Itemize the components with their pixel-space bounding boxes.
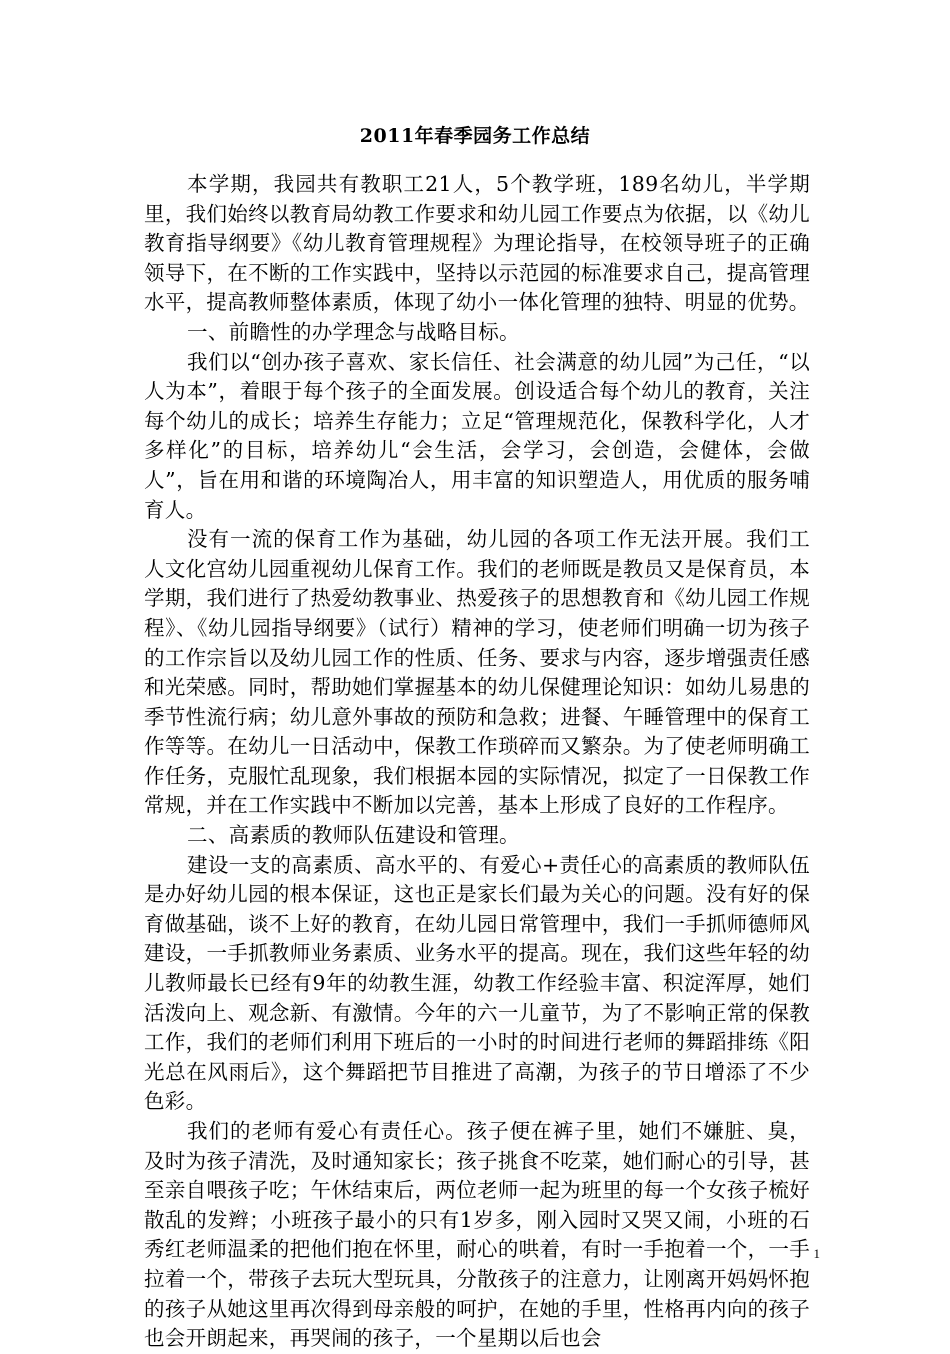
document-body bbox=[144, 170, 810, 1354]
paragraph: 建设一支的高素质、高水平的、有爱心+责任心的高素质的教师队伍是办好幼儿园的根本保证，这也正是家长们最为关心的问题。没有好的保育做基础，谈不上好的教育，在幼儿园日常管理中，我们一手抓师德师风建设，一手抓教师业务素质、业务水平的提高。现在，我们这些年轻的幼儿教师最长已经有9年的幼教生涯，幼教工作经验丰富、积淀浑厚，她们活泼向上、观念新、有激情。今年的六一儿童节，为了不影响正常的保教工作，我们的老师们利用下班后的一小时的时间进行老师的舞蹈排练《阳光总在风雨后》，这个舞蹈把节目推进了高潮，为孩子的节日增添了不少色彩。 bbox=[144, 852, 810, 1114]
section-heading-1: 一、前瞻性的办学理念与战略目标。 bbox=[187, 319, 520, 344]
section-heading-2: 二、高素质的教师队伍建设和管理。 bbox=[187, 823, 520, 848]
paragraph: 没有一流的保育工作为基础，幼儿园的各项工作无法开展。我们工人文化宫幼儿园重视幼儿保育工作。我们的老师既是教员又是保育员，本学期，我们进行了热爱幼教事业、热爱孩子的思想教育和《幼儿园工作规程》、《幼儿园指导纲要》（试行）精神的学习，使老师们明确一切为孩子的工作宗旨以及幼儿园工作的性质、任务、要求与内容，逐步增强责任感和光荣感。同时，帮助她们掌握基本的幼儿保健理论知识：如幼儿易患的季节性流行病；幼儿意外事故的预防和急救；进餐、午睡管理中的保育工作等等。在幼儿一日活动中，保教工作琐碎而又繁杂。为了使老师明确工作任务，克服忙乱现象，我们根据本园的实际情况，拟定了一日保教工作常规，并在工作实践中不断加以完善，基本上形成了良好的工作程序。 bbox=[144, 527, 810, 818]
paragraph-intro: 本学期，我园共有教职工21人，5个教学班，189名幼儿，半学期里，我们始终以教育局幼教工作要求和幼儿园工作要点为依据，以《幼儿教育指导纲要》《幼儿教育管理规程》为理论指导，在校领导班子的正确领导下，在不断的工作实践中，坚持以示范园的标准要求自己，提高管理水平，提高教师整体素质，体现了幼小一体化管理的独特、明显的优势。 bbox=[144, 172, 810, 315]
paragraph: 我们的老师有爱心有责任心。孩子便在裤子里，她们不嫌脏、臭，及时为孩子清洗，及时通知家长；孩子挑食不吃菜，她们耐心的引导，甚至亲自喂孩子吃；午休结束后，两位老师一起为班里的每一个女孩子梳好散乱的发辫；小班孩子最小的只有1岁多，刚入园时又哭又闹，小班的石秀红老师温柔的把他们抱在怀里，耐心的哄着，有时一手抱着一个，一手拉着一个，带孩子去玩大型玩具，分散孩子的注意力，让刚离开妈妈怀抱的孩子从她这里再次得到母亲般的呵护，在她的手里，性格再内向的孩子也会开朗起来，再哭闹的孩子，一个星期以后也会 bbox=[144, 1119, 810, 1351]
paragraph: 我们以“创办孩子喜欢、家长信任、社会满意的幼儿园”为己任，“以人为本”，着眼于每个孩子的全面发展。创设适合每个幼儿的教育，关注每个幼儿的成长；培养生存能力；立足“管理规范化，保教科学化，人才多样化”的目标，培养幼儿“会生活，会学习，会创造，会健体，会做人”，旨在用和谐的环境陶冶人，用丰富的知识塑造人，用优质的服务哺育人。 bbox=[144, 349, 810, 522]
document-title: 2011年春季园务工作总结 bbox=[359, 125, 591, 147]
page-number: 1 bbox=[813, 1246, 820, 1261]
